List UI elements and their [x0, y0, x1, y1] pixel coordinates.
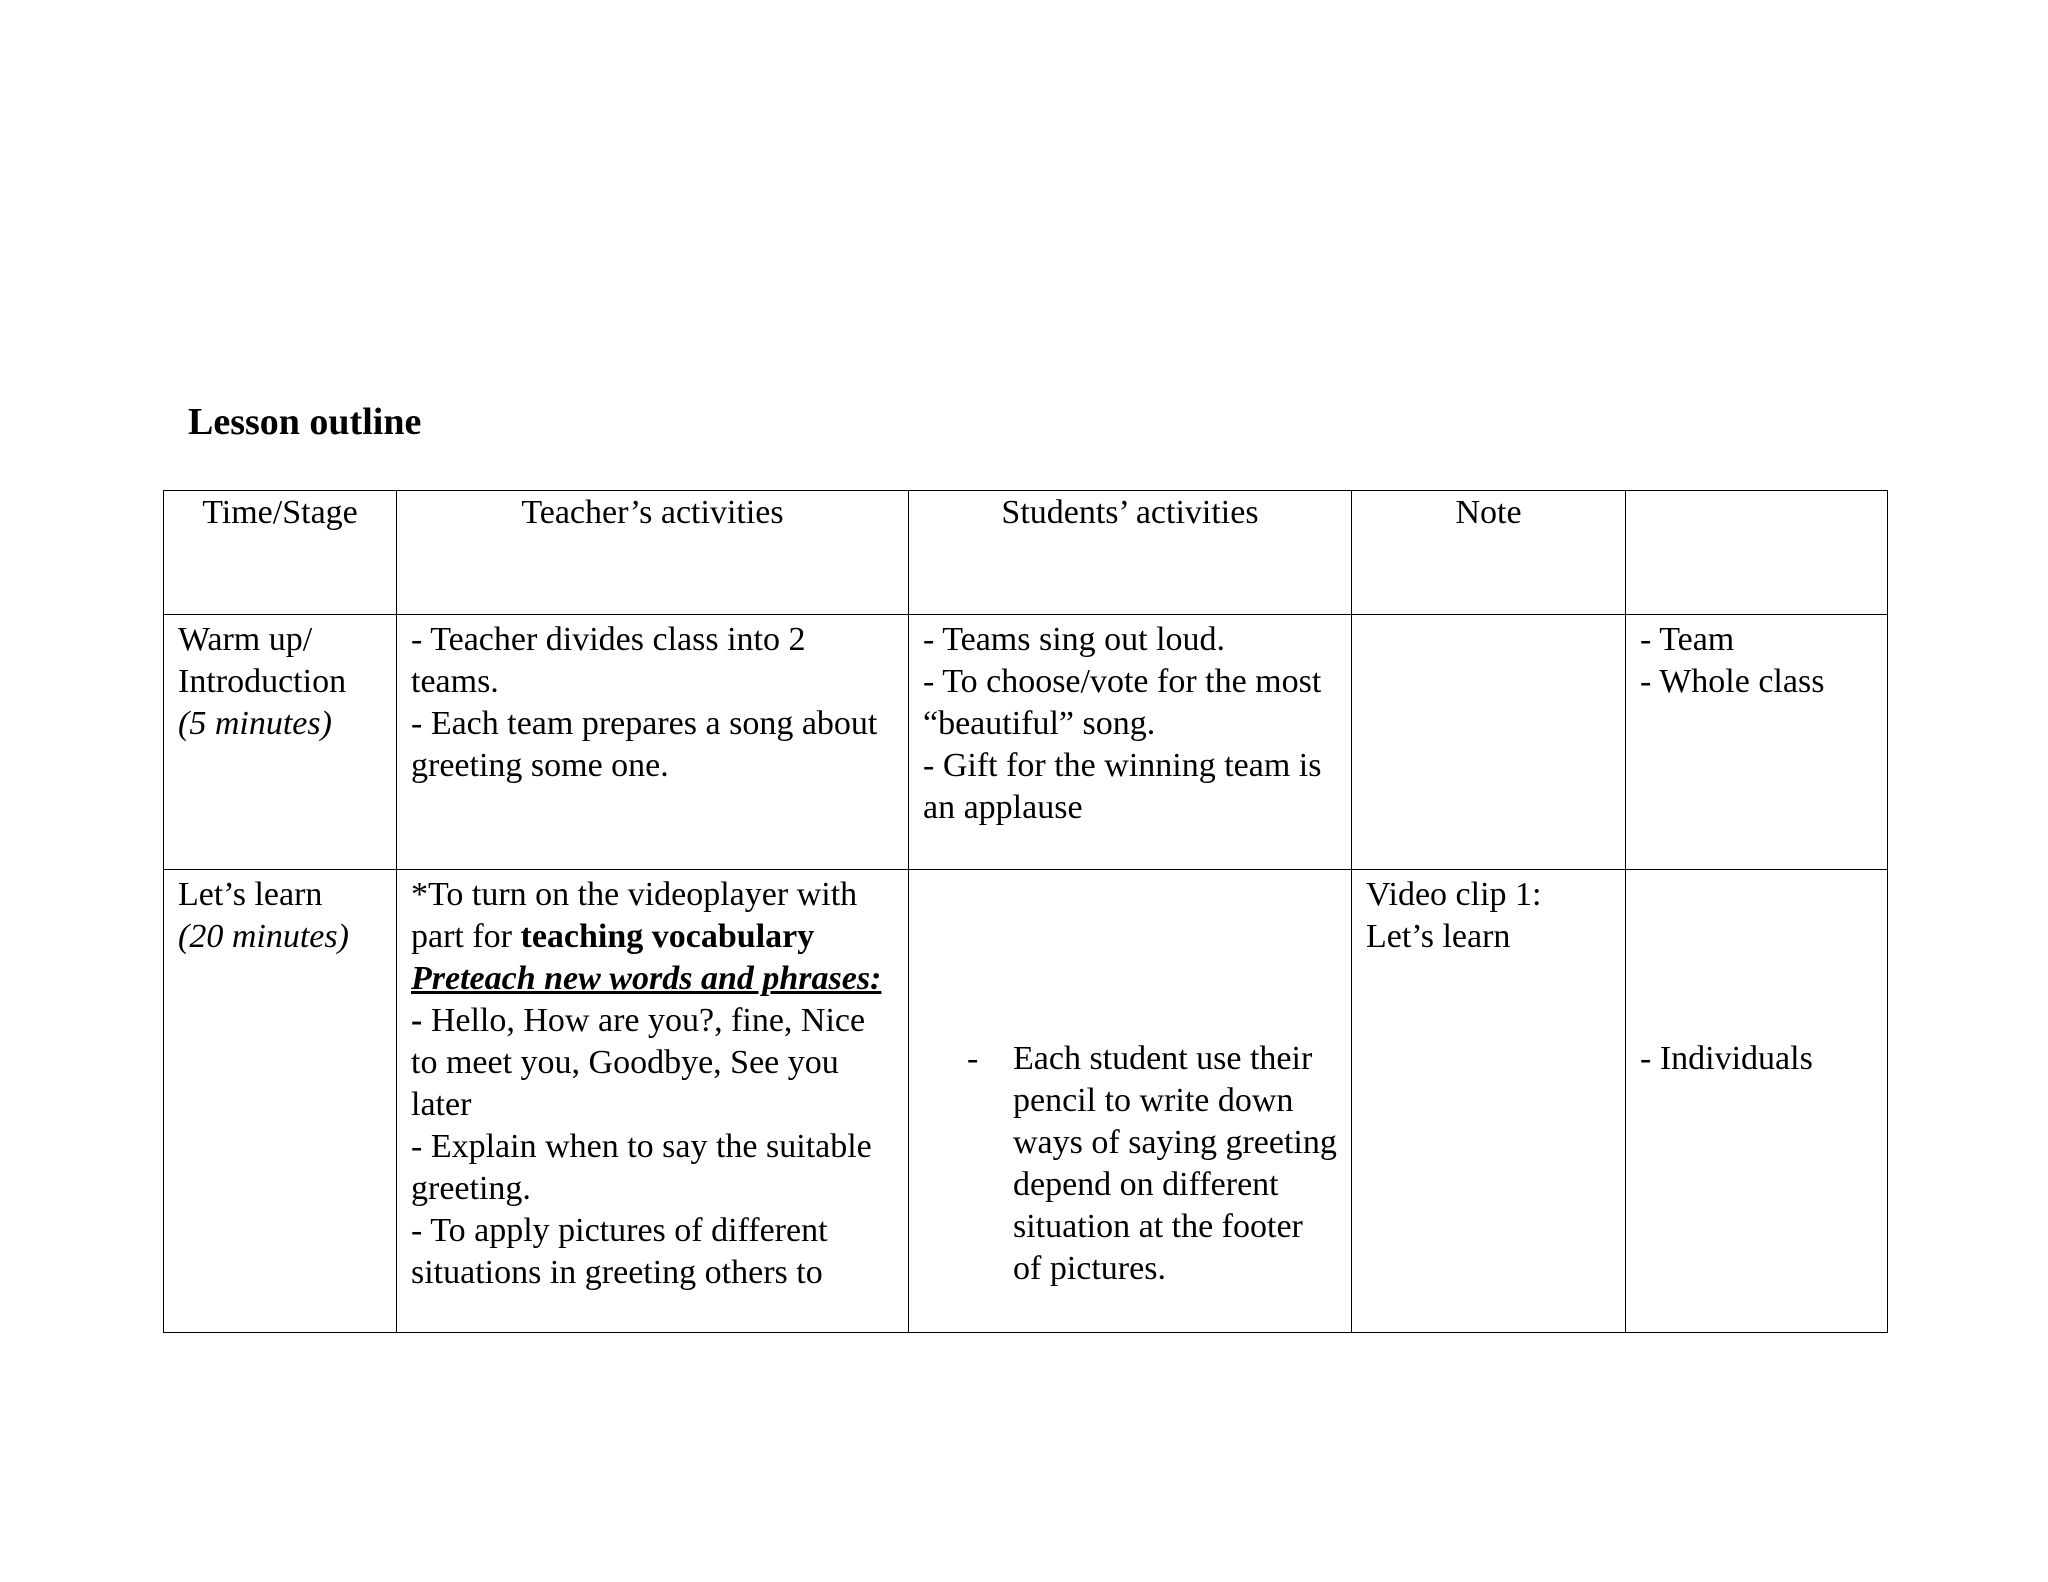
table-row-warm-up — [164, 615, 1888, 870]
lets-learn-students-item — [923, 1038, 1337, 1290]
lets-learn-students-dash: - — [967, 1040, 979, 1077]
warm-up-students-item: - To choose/vote for the most “beautiful” song. — [923, 663, 1322, 742]
lets-learn-teacher-heading: Preteach new words and phrases: — [411, 960, 882, 997]
warm-up-grouping-item: - Team — [1640, 621, 1735, 658]
table-header-row — [164, 491, 1888, 615]
warm-up-stage-line2: Introduction — [178, 663, 347, 700]
lets-learn-grouping-spacer — [1640, 874, 1873, 1038]
warm-up-teacher-item: - Each team prepares a song about greeting some one. — [411, 705, 878, 784]
warm-up-students-item: - Gift for the winning team is an applause — [923, 747, 1322, 826]
lets-learn-students-text: Each student use their pencil to write down ways of saying greeting depend on different situation at the footer of pictures. — [1013, 1040, 1337, 1287]
header-grouping — [1626, 491, 1888, 615]
table-row-lets-learn — [164, 870, 1888, 1333]
header-time-stage: Time/Stage — [164, 491, 397, 615]
lets-learn-teacher-words: - Hello, How are you?, fine, Nice to meet you, Goodbye, See you later — [411, 1002, 866, 1123]
header-students-activities: Students’ activities — [909, 491, 1352, 615]
warm-up-grouping-cell — [1626, 615, 1888, 870]
lets-learn-teacher-words-dash: - — [411, 1002, 423, 1039]
lets-learn-duration: (20 minutes) — [178, 918, 349, 955]
lets-learn-teacher-explain: - Explain when to say the suitable greeting. — [411, 1128, 872, 1207]
lesson-outline-table — [163, 490, 1888, 1333]
warm-up-note-cell — [1352, 615, 1626, 870]
lets-learn-grouping-cell — [1626, 870, 1888, 1333]
lets-learn-note-line1: Video clip 1: — [1366, 876, 1542, 913]
warm-up-stage-line1: Warm up/ — [178, 621, 313, 658]
lets-learn-students-cell — [909, 870, 1352, 1333]
lets-learn-stage-cell — [164, 870, 397, 1333]
lets-learn-note-line2: Let’s learn — [1366, 918, 1511, 955]
warm-up-students-cell — [909, 615, 1352, 870]
lets-learn-stage: Let’s learn — [178, 876, 323, 913]
warm-up-students-item: - Teams sing out loud. — [923, 621, 1226, 658]
lets-learn-teacher-intro-bold: teaching vocabulary — [520, 918, 815, 955]
header-teacher-activities: Teacher’s activities — [397, 491, 909, 615]
warm-up-teacher-item: - Teacher divides class into 2 teams. — [411, 621, 806, 700]
warm-up-stage-cell — [164, 615, 397, 870]
header-note: Note — [1352, 491, 1626, 615]
lets-learn-note-cell — [1352, 870, 1626, 1333]
warm-up-grouping-item: - Whole class — [1640, 663, 1825, 700]
page-title: Lesson outline — [188, 401, 422, 443]
lets-learn-teacher-intro: *To turn on the videoplayer with part for teaching vocabulary — [411, 876, 858, 955]
warm-up-teacher-cell — [397, 615, 909, 870]
warm-up-duration: (5 minutes) — [178, 705, 332, 742]
lets-learn-teacher-cell — [397, 870, 909, 1333]
lets-learn-teacher-apply: - To apply pictures of different situations in greeting others to — [411, 1212, 828, 1291]
lets-learn-grouping: - Individuals — [1640, 1040, 1813, 1077]
